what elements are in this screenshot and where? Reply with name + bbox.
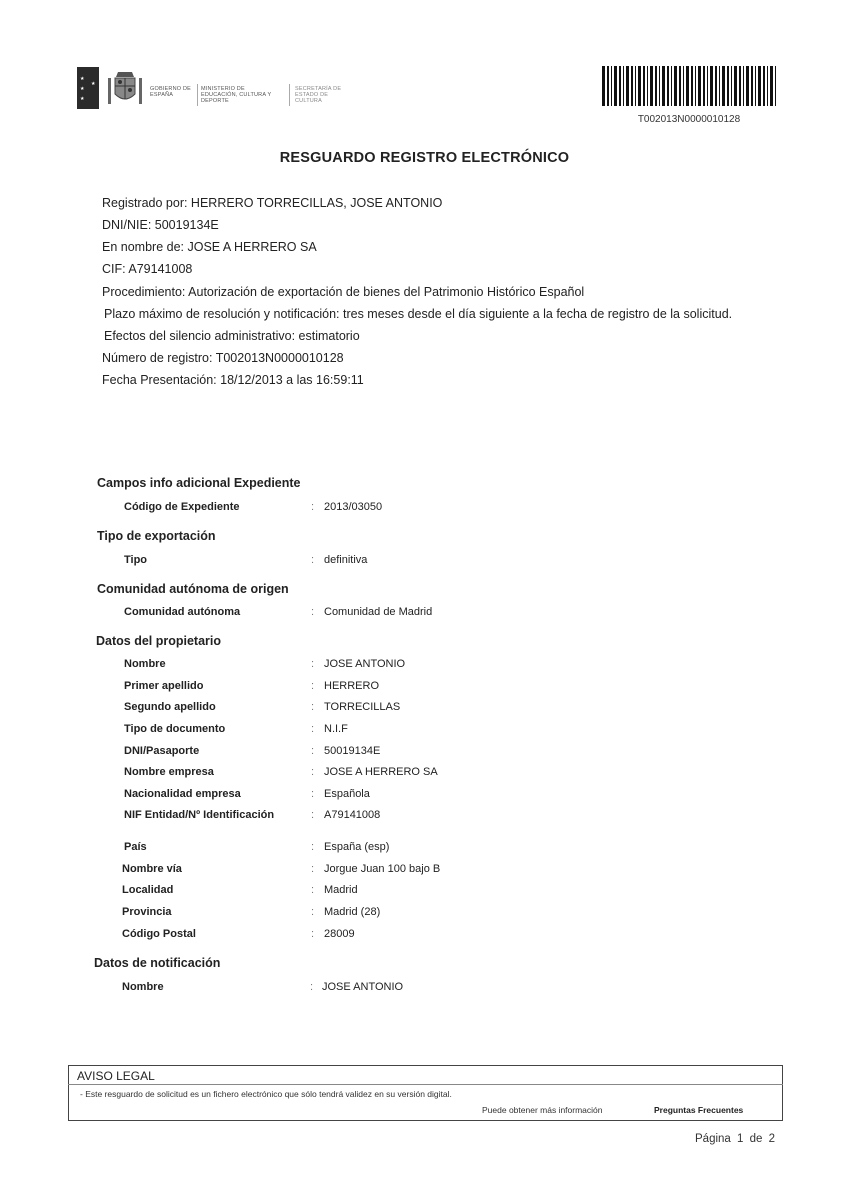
- dni-nie: DNI/NIE: 50019134E: [102, 218, 219, 232]
- logo-separator: [289, 84, 290, 106]
- coat-of-arms-icon: [106, 68, 144, 108]
- max-resolution-term: Plazo máximo de resolución y notificación: tres meses desde el día siguiente a la fecha de registro de la solicitud.: [104, 307, 733, 321]
- ministry-label: MINISTERIO DE EDUCACIÓN, CULTURA Y DEPORTE: [201, 86, 272, 104]
- legal-notice-title: AVISO LEGAL: [77, 1069, 155, 1083]
- page-of: de: [749, 1133, 763, 1145]
- field-label: Primer apellido: [124, 680, 204, 692]
- field-value: JOSE A HERRERO SA: [324, 766, 438, 778]
- field-value: Jorgue Juan 100 bajo B: [324, 863, 441, 875]
- government-label: GOBIERNO DE ESPAÑA: [150, 86, 192, 98]
- field-value: Madrid: [324, 884, 358, 896]
- field-label: Localidad: [122, 884, 174, 896]
- field-colon: :: [311, 501, 315, 513]
- spain-flag-logo: ★ ★ ★ ★: [77, 67, 99, 109]
- cif: CIF: A79141008: [102, 262, 193, 276]
- field-colon: :: [311, 906, 315, 918]
- field-label: Provincia: [122, 906, 172, 918]
- more-info-text: Puede obtener más información: [482, 1105, 603, 1115]
- submission-date: Fecha Presentación: 18/12/2013 a las 16:59:11: [102, 373, 364, 387]
- field-value: 28009: [324, 928, 355, 940]
- field-value: N.I.F: [324, 723, 348, 735]
- field-value: JOSE ANTONIO: [322, 981, 404, 993]
- field-colon: :: [311, 863, 315, 875]
- field-value: A79141008: [324, 809, 381, 821]
- field-value: TORRECILLAS: [324, 701, 401, 713]
- barcode-image: [602, 66, 776, 106]
- page-total: 2: [768, 1133, 776, 1145]
- field-value: Comunidad de Madrid: [324, 606, 433, 618]
- field-label: Segundo apellido: [124, 701, 216, 713]
- administrative-silence: Efectos del silencio administrativo: estimatorio: [104, 329, 360, 343]
- field-label: Nombre: [122, 981, 164, 993]
- field-label: Código de Expediente: [124, 501, 240, 513]
- field-colon: :: [311, 766, 315, 778]
- document-title: RESGUARDO REGISTRO ELECTRÓNICO: [279, 150, 570, 166]
- field-colon: :: [310, 981, 314, 993]
- field-colon: :: [311, 884, 315, 896]
- legal-notice-divider: [68, 1084, 783, 1085]
- registration-number: Número de registro: T002013N0000010128: [102, 351, 344, 365]
- page-current: 1: [737, 1133, 744, 1145]
- section-title-tipo-exportacion: Tipo de exportación: [97, 529, 216, 543]
- registered-by: Registrado por: HERRERO TORRECILLAS, JOSE ANTONIO: [102, 196, 443, 210]
- field-colon: :: [311, 680, 315, 692]
- field-colon: :: [311, 606, 315, 618]
- field-label: Tipo: [124, 554, 148, 566]
- field-colon: :: [311, 841, 315, 853]
- secretary-label: SECRETARÍA DE ESTADO DE CULTURA: [295, 86, 342, 104]
- field-label: Comunidad autónoma: [124, 606, 241, 618]
- field-label: Nombre vía: [122, 863, 182, 875]
- field-label: Tipo de documento: [124, 723, 226, 735]
- faq-link[interactable]: Preguntas Frecuentes: [654, 1105, 744, 1115]
- field-colon: :: [311, 658, 315, 670]
- field-value: definitiva: [324, 554, 368, 566]
- section-title-propietario: Datos del propietario: [96, 634, 222, 648]
- field-value: Madrid (28): [324, 906, 381, 918]
- page-number: [695, 1133, 775, 1145]
- barcode-number: T002013N0000010128: [637, 114, 741, 125]
- procedure: Procedimiento: Autorización de exportación de bienes del Patrimonio Histórico Español: [102, 285, 585, 299]
- field-label: DNI/Pasaporte: [124, 745, 200, 757]
- section-title-expediente: Campos info adicional Expediente: [97, 476, 301, 490]
- field-label: Nombre empresa: [124, 766, 214, 778]
- page-label: Página: [695, 1133, 731, 1145]
- field-colon: :: [311, 928, 315, 940]
- field-label: NIF Entidad/Nº Identificación: [124, 809, 275, 821]
- field-label: Nombre: [124, 658, 166, 670]
- field-value: 2013/03050: [324, 501, 383, 513]
- field-colon: :: [311, 745, 315, 757]
- field-colon: :: [311, 723, 315, 735]
- on-behalf-of: En nombre de: JOSE A HERRERO SA: [102, 240, 317, 254]
- field-label: Código Postal: [122, 928, 196, 940]
- field-value: 50019134E: [324, 745, 381, 757]
- field-colon: :: [311, 554, 315, 566]
- section-title-notificacion: Datos de notificación: [94, 956, 221, 970]
- field-value: Española: [324, 788, 370, 800]
- field-value: JOSE ANTONIO: [324, 658, 406, 670]
- field-colon: :: [311, 701, 315, 713]
- section-title-comunidad: Comunidad autónoma de origen: [97, 582, 289, 596]
- logo-separator: [197, 84, 198, 106]
- field-value: España (esp): [324, 841, 390, 853]
- field-label: Nacionalidad empresa: [124, 788, 241, 800]
- field-label: País: [124, 841, 147, 853]
- field-colon: :: [311, 788, 315, 800]
- field-colon: :: [311, 809, 315, 821]
- legal-notice-text: - Este resguardo de solicitud es un fichero electrónico que sólo tendrá validez en su versión digital.: [80, 1089, 452, 1099]
- field-value: HERRERO: [324, 680, 380, 692]
